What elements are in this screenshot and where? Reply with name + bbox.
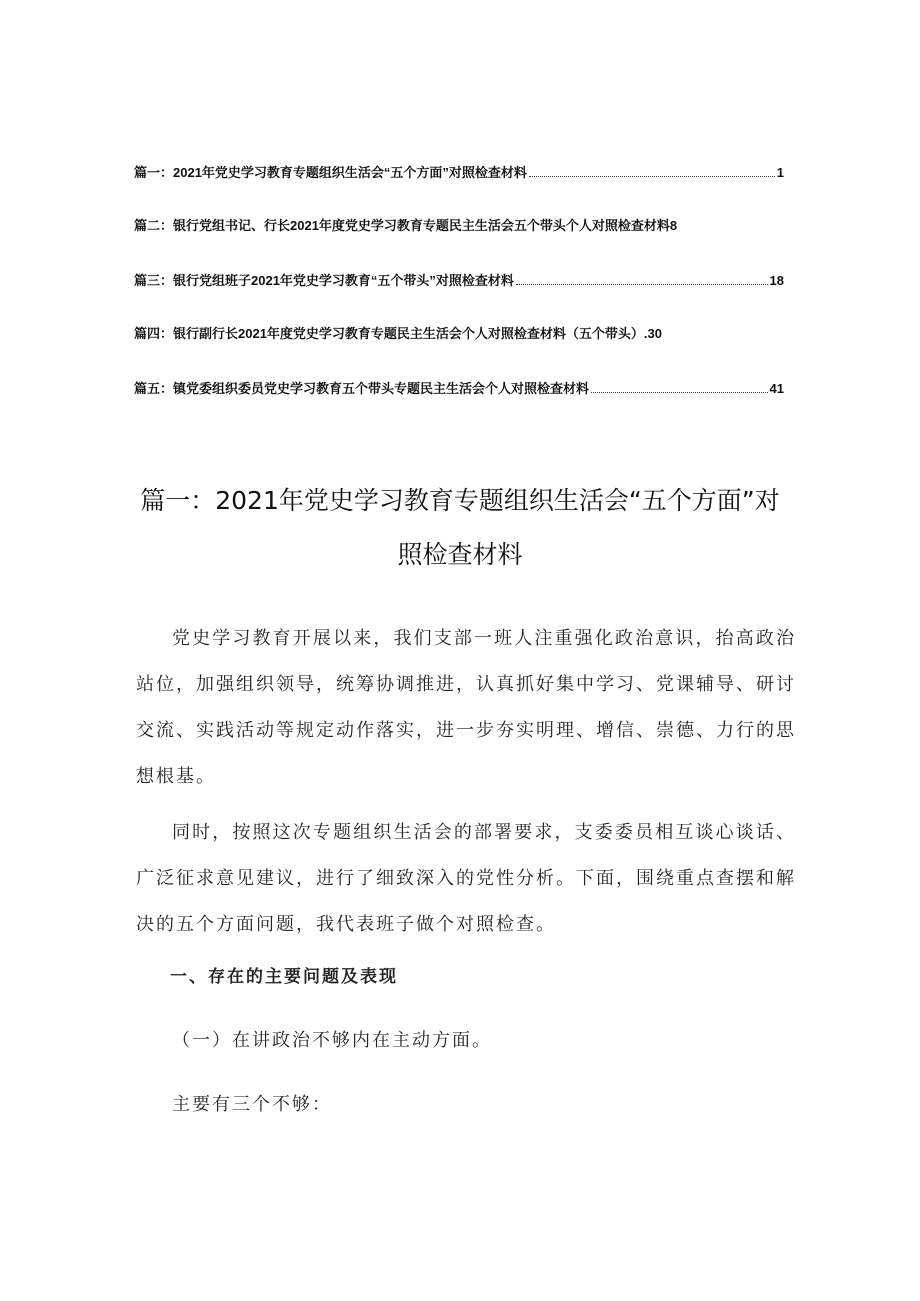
toc-entry-page: 41 [769, 381, 784, 396]
toc-entry-page: 8 [669, 218, 678, 233]
document-title: 篇一：2021年党史学习教育专题组织生活会“五个方面”对照检查材料 [140, 486, 780, 569]
body-line: 主要有三个不够： [172, 1094, 332, 1115]
body-paragraph: 党史学习教育开展以来，我们支部一班人注重强化政治意识，抬高政治站位，加强组织领导，统筹协调推进，认真抓好集中学习、党课辅导、研讨交流、实践活动等规定动作落实，进一步夯实明理、增信、崇德、力行的思想根基。 [136, 628, 796, 787]
toc-entry-title: 篇四：银行副行长2021年度党史学习教育专题民主生活会个人对照检查材料（五个带头） [134, 326, 644, 341]
toc-leader-dots [516, 270, 768, 285]
toc-entry[interactable] [134, 324, 784, 378]
table-of-contents [134, 162, 784, 432]
toc-entry-page: .30 [643, 326, 662, 341]
toc-leader-dots [591, 378, 768, 393]
toc-entry-title: 篇三：银行党组班子2021年党史学习教育“五个带头”对照检查材料 [134, 273, 514, 288]
toc-entry-page: 18 [769, 273, 784, 288]
toc-entry[interactable] [134, 216, 784, 270]
toc-entry-page: 1 [776, 165, 784, 180]
toc-entry[interactable] [134, 270, 784, 324]
toc-entry-title: 篇一：2021年党史学习教育专题组织生活会“五个方面”对照检查材料 [134, 165, 527, 180]
section-heading: 一、存在的主要问题及表现 [170, 967, 398, 987]
body-paragraph: 同时，按照这次专题组织生活会的部署要求，支委委员相互谈心谈话、广泛征求意见建议，进行了细致深入的党性分析。下面，围绕重点查摆和解决的五个方面问题，我代表班子做个对照检查。 [136, 822, 796, 935]
toc-entry-title: 篇二：银行党组书记、行长2021年度党史学习教育专题民主生活会五个带头个人对照检查材料 [134, 218, 670, 233]
toc-entry[interactable] [134, 162, 784, 216]
subsection-heading: （一）在讲政治不够内在主动方面。 [172, 1030, 492, 1051]
toc-entry[interactable] [134, 378, 784, 432]
document-body [136, 616, 796, 1128]
toc-leader-dots [529, 162, 775, 177]
toc-entry-title: 篇五：镇党委组织委员党史学习教育五个带头专题民主生活会个人对照检查材料 [134, 381, 590, 396]
